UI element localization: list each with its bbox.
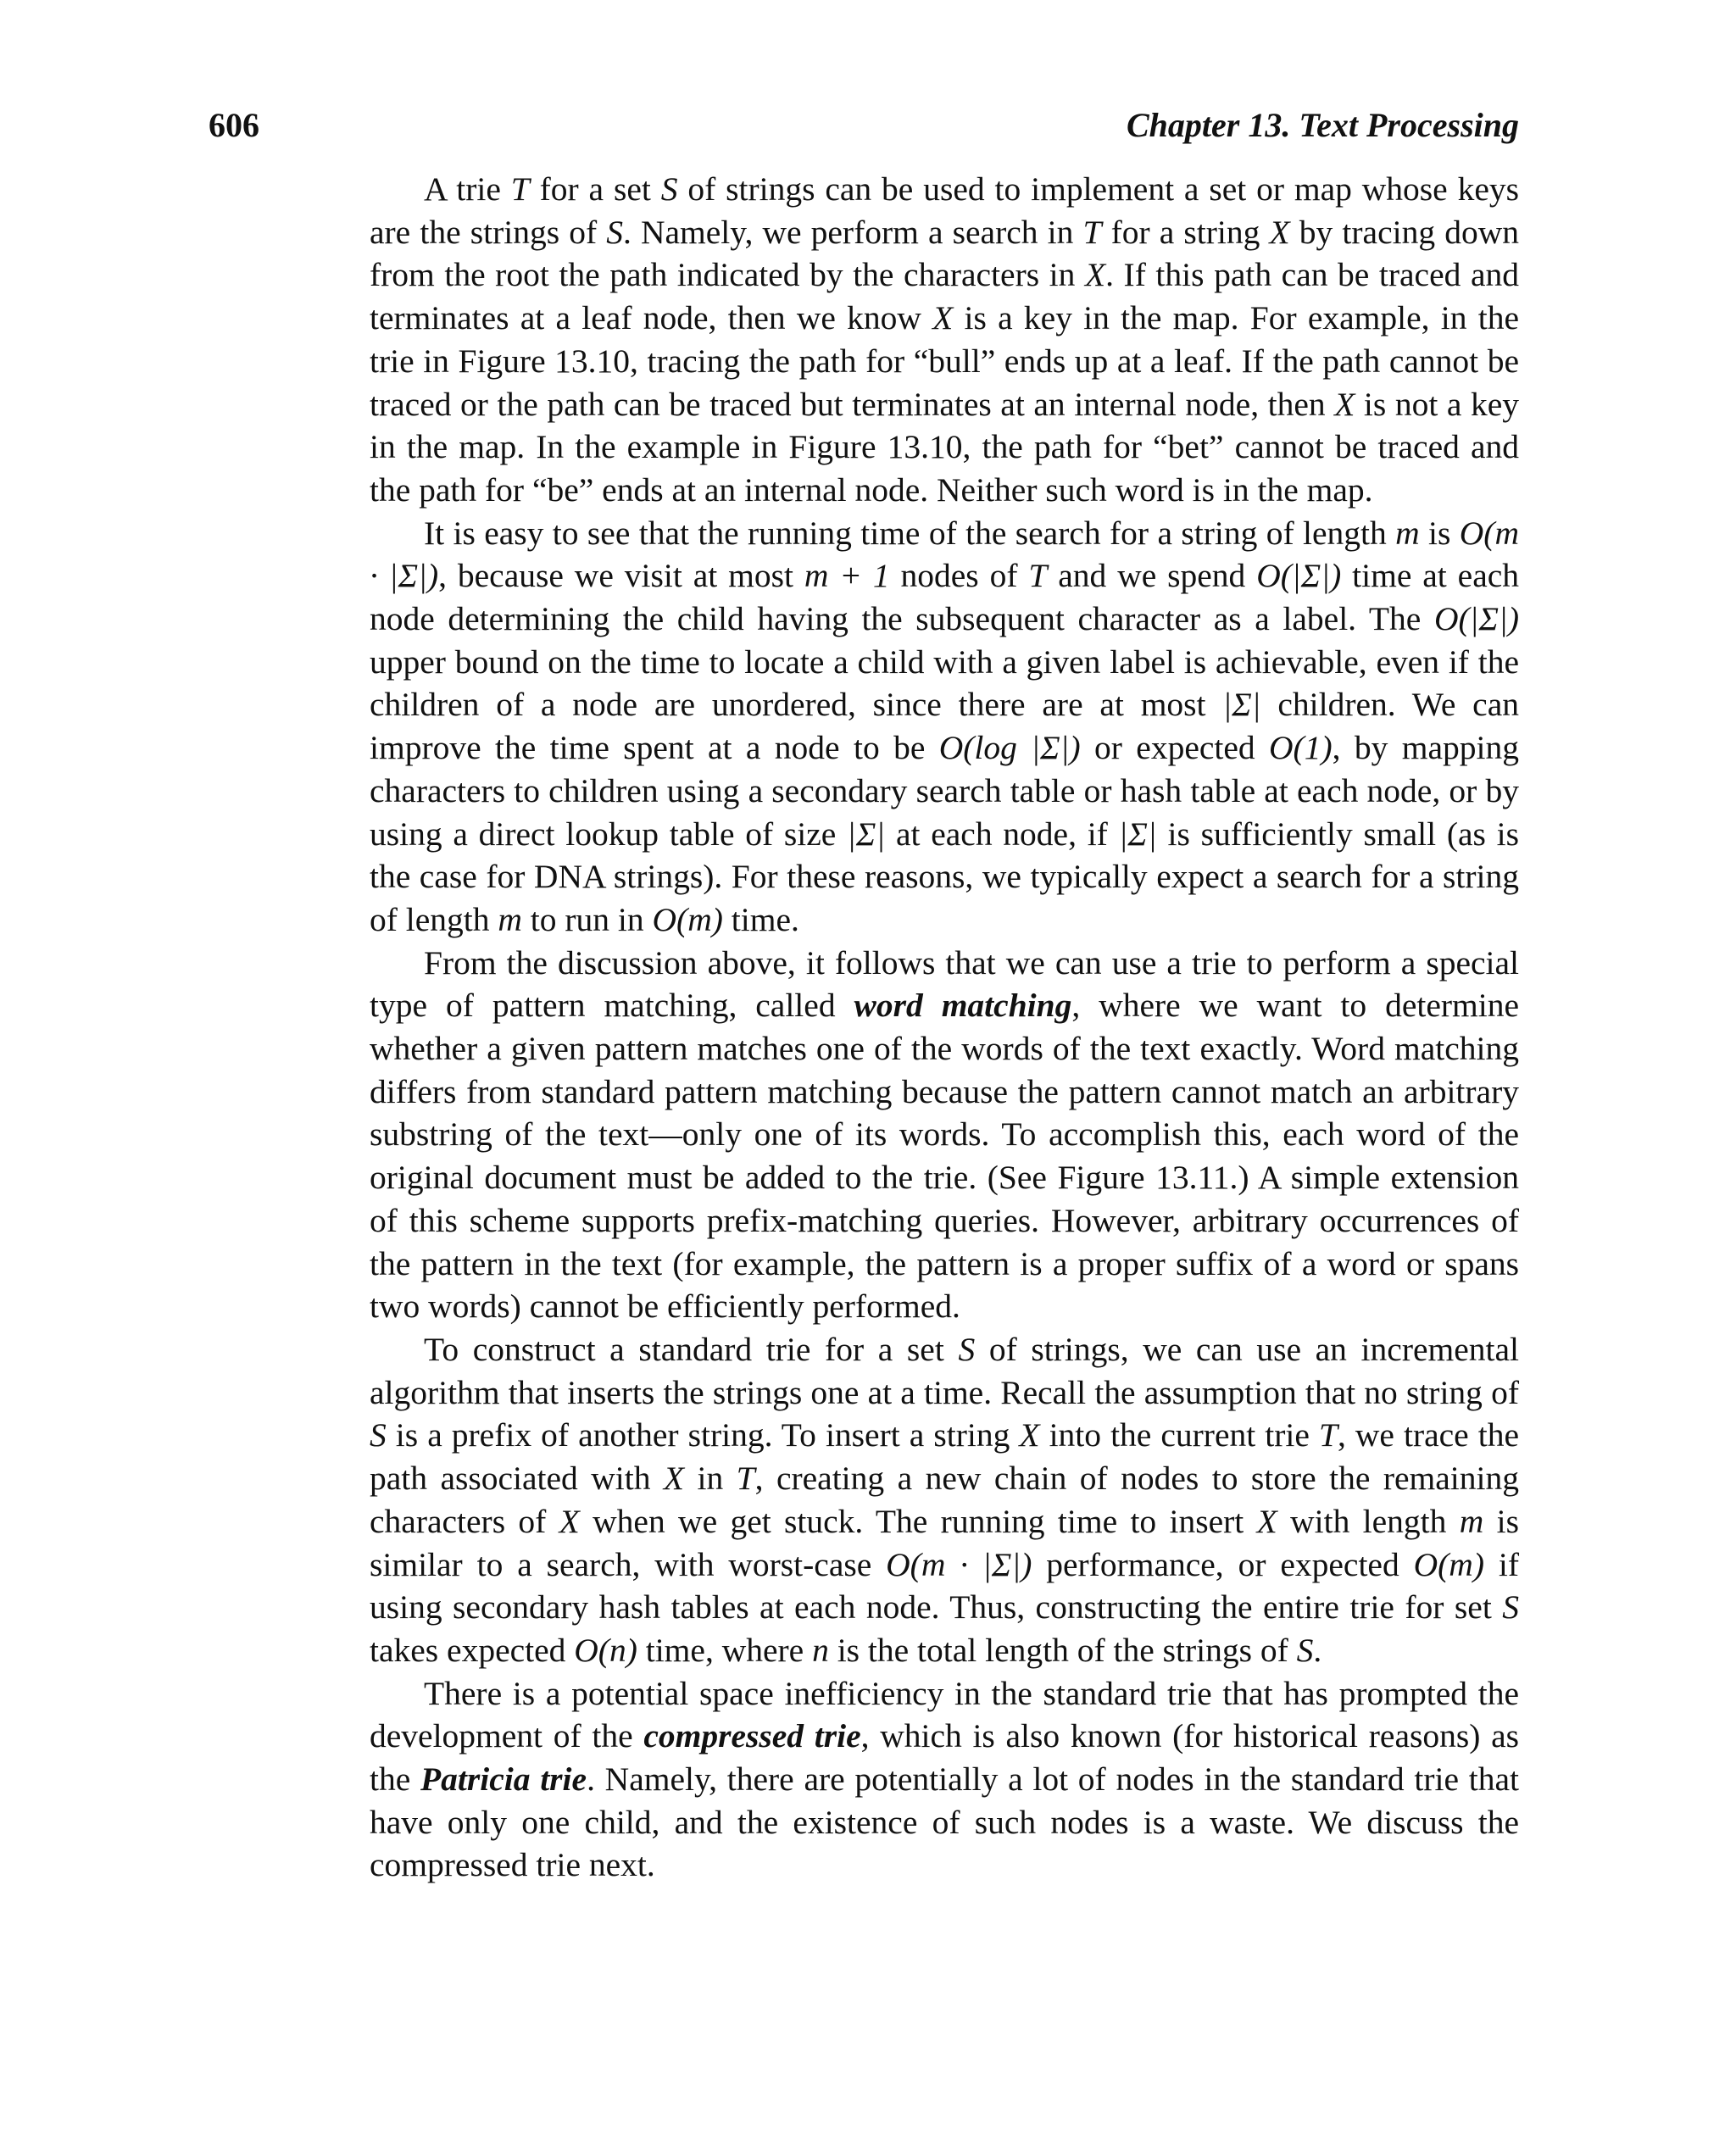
text-run: is a prefix of another string. To insert a string (386, 1416, 1020, 1454)
defined-term: word matching (854, 987, 1072, 1025)
math-var: X (1334, 385, 1355, 423)
text-run: time, where (637, 1631, 813, 1669)
math-expr: |Σ| (847, 815, 886, 853)
text-run: , creating a new chain of nodes to store the remaining characters of (370, 1460, 1519, 1540)
paragraph-running-time (370, 512, 1519, 942)
math-var: T (1318, 1416, 1338, 1454)
math-expr: |Σ| (1118, 815, 1157, 853)
text-run: is similar to a search, with worst-case (370, 1502, 1519, 1583)
text-run: for a string (1101, 213, 1270, 251)
body-text (370, 168, 1519, 1887)
text-run: upper bound on the time to locate a child with a given label is achievable, even if the children of a node are unordered, since there are at most (370, 642, 1519, 724)
text-run: for a set (529, 170, 661, 208)
math-var: m (1459, 1502, 1484, 1540)
text-run: if using secondary hash tables at each node. Thus, constructing the entire trie for set (370, 1545, 1519, 1627)
math-expr: O(m · |Σ|) (370, 514, 1519, 595)
text-run: , we trace the path associated with (370, 1416, 1520, 1498)
text-run: of strings can be used to implement a set or map whose keys are the strings of (370, 170, 1519, 251)
text-run: , by mapping characters to children using a secondary search table or hash table at each node, or by using a direct lookup table of size (370, 729, 1519, 853)
paragraph-trie-search (370, 168, 1519, 512)
math-var: T (736, 1460, 755, 1498)
text-run: is a key in the map. For example, in the trie in Figure 13.10, tracing the path for “bull” ends up at a leaf. If the path cannot be traced or the path can be traced but terminates at an internal node, then (370, 299, 1520, 423)
math-var: X (932, 299, 954, 337)
page-header (209, 100, 1519, 151)
text-run: nodes of (889, 557, 1029, 595)
running-head: Chapter 13. Text Processing (1127, 106, 1519, 144)
text-run: A trie (424, 170, 511, 208)
paragraph-compressed-trie (370, 1672, 1519, 1888)
paragraph-word-matching (370, 942, 1519, 1328)
math-var: T (1028, 557, 1048, 595)
math-var: n (812, 1631, 829, 1669)
text-run: when we get stuck. The running time to insert (579, 1502, 1257, 1540)
text-run: time at each node determining the child having the subsequent character as a label. The (370, 557, 1520, 638)
text-run: with length (1277, 1502, 1460, 1540)
math-var: S (1296, 1631, 1314, 1669)
text-run: performance, or expected (1032, 1545, 1414, 1583)
text-run: to run in (521, 900, 653, 938)
math-var: X (1084, 256, 1106, 294)
text-run: , which is also known (for historical reasons) as the (370, 1717, 1519, 1799)
math-expr: m + 1 (804, 557, 890, 595)
math-var: S (606, 213, 623, 251)
math-var: S (660, 170, 678, 208)
text-run: is the total length of the strings of (828, 1631, 1297, 1669)
text-run: by tracing down from the root the path indicated by the characters in (370, 213, 1519, 294)
math-expr: O(log |Σ|) (938, 729, 1081, 767)
math-expr: O(1) (1269, 729, 1333, 767)
text-run: , where we want to determine whether a given pattern matches one of the words of the text exactly. Word matching differs from standard pattern matching because the pattern cannot match an arbitrary substring of the text—only one of its words. To accomplish this, each word of the original document must be added to the trie. (See Figure 13.11.) A simple extension of this scheme supports prefix-matching queries. However, arbitrary occurrences of the pattern in the text (for example, the pattern is a proper suffix of a word or spans two words) cannot be efficiently performed. (370, 987, 1520, 1326)
math-expr: O(m) (1413, 1545, 1484, 1583)
text-run: . If this path can be traced and terminates at a leaf node, then we know (370, 256, 1519, 337)
defined-term: compressed trie (643, 1717, 861, 1755)
text-run: . Namely, we perform a search in (622, 213, 1083, 251)
math-expr: O(|Σ|) (1256, 557, 1342, 595)
math-var: X (1019, 1416, 1040, 1454)
math-var: m (1395, 514, 1420, 552)
math-expr: O(m · |Σ|) (886, 1545, 1032, 1583)
math-var: m (498, 900, 522, 938)
math-var: X (559, 1502, 580, 1540)
defined-term: Patricia trie (420, 1760, 587, 1799)
math-var: S (1502, 1588, 1519, 1627)
math-var: X (1269, 213, 1290, 251)
text-run: . (1313, 1631, 1322, 1669)
text-run: into the current trie (1039, 1416, 1319, 1454)
page-number: 606 (209, 106, 259, 144)
math-var: X (1256, 1502, 1277, 1540)
text-run: children. We can improve the time spent at a node to be (370, 686, 1520, 767)
text-run: . Namely, there are potentially a lot of nodes in the standard trie that have only one child, and the existence of such nodes is a waste. We discuss the compressed trie next. (370, 1760, 1519, 1884)
paragraph-construct-trie (370, 1328, 1519, 1672)
text-run: To construct a standard trie for a set (424, 1330, 959, 1368)
math-expr: O(m) (652, 900, 723, 938)
text-run: There is a potential space inefficiency in the standard trie that has prompted the development of the (370, 1674, 1519, 1755)
math-var: X (663, 1460, 685, 1498)
math-expr: O(|Σ|) (1433, 600, 1519, 638)
math-var: S (958, 1330, 976, 1368)
math-expr: |Σ| (1222, 686, 1261, 724)
text-run: From the discussion above, it follows that we can use a trie to perform a special type of pattern matching, called (370, 943, 1519, 1025)
math-var: T (1082, 213, 1102, 251)
text-run: in (684, 1460, 737, 1498)
text-run: is not a key in the map. In the example in Figure 13.10, the path for “bet” cannot be traced and the path for “be” ends at an internal node. Neither such word is in the map. (370, 385, 1520, 509)
text-run: It is easy to see that the running time of the search for a string of length (424, 514, 1396, 552)
text-run: is (1419, 514, 1460, 552)
math-expr: O(n) (574, 1631, 637, 1669)
text-run: time. (722, 900, 799, 938)
math-var: T (510, 170, 530, 208)
text-run: or expected (1080, 729, 1270, 767)
text-run: takes expected (370, 1631, 575, 1669)
text-run: and we spend (1047, 557, 1257, 595)
text-run: at each node, if (885, 815, 1119, 853)
text-run: is sufficiently small (as is the case for DNA strings). For these reasons, we typically expect a search for a string of length (370, 815, 1519, 938)
text-run: , because we visit at most (438, 557, 804, 595)
text-run: of strings, we can use an incremental algorithm that inserts the strings one at a time. Recall the assumption that no string of (370, 1330, 1519, 1411)
math-var: S (370, 1416, 387, 1454)
